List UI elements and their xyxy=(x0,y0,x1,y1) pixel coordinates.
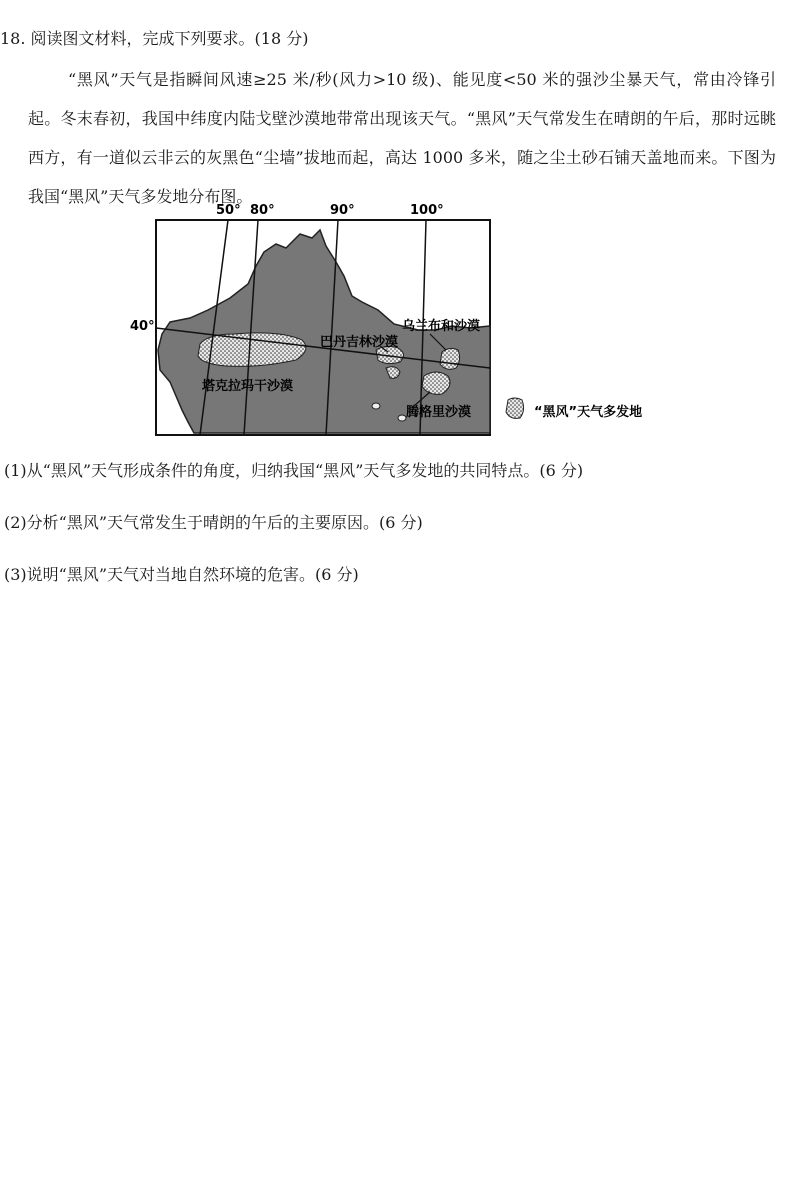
question-paragraph: “黑风”天气是指瞬间风速≥25 米/秒(风力>10 级)、能见度<50 米的强沙尘暴天气，常由冷锋引起。冬末春初，我国中纬度内陆戈壁沙漠地带常出现该天气。“黑风”天气常发生在晴朗的午后，那时远眺西方，有一道似云非云的灰黑色“尘墙”拔地而起，高达 1000 多米，随之尘土砂石铺天盖地而来。下图为我国“黑风”天气多发地分布图。 xyxy=(28,70,776,206)
tengger-label: 腾格里沙漠 xyxy=(406,405,472,420)
question-title: 18. 阅读图文材料，完成下列要求。(18 分) xyxy=(0,29,309,48)
taklamakan-label: 塔克拉玛干沙漠 xyxy=(202,379,294,394)
black-wind-map xyxy=(130,200,670,440)
longitude-label-80: 80° xyxy=(250,203,275,218)
ulan-buh-desert-area xyxy=(440,348,460,369)
longitude-label-100: 100° xyxy=(410,203,444,218)
badain-jaran-label: 巴丹吉林沙漠 xyxy=(320,335,399,350)
legend-swatch xyxy=(506,398,524,418)
sub-question-1: (1)从“黑风”天气形成条件的角度，归纳我国“黑风”天气多发地的共同特点。(6 分) xyxy=(4,461,584,480)
ulan-buh-label: 乌兰布和沙漠 xyxy=(402,319,481,334)
taklamakan-desert-area xyxy=(198,333,306,367)
small-desert-area xyxy=(398,415,406,421)
longitude-label-90: 90° xyxy=(330,203,355,218)
sub-question-3: (3)说明“黑风”天气对当地自然环境的危害。(6 分) xyxy=(4,565,359,584)
sub-question-2: (2)分析“黑风”天气常发生于晴朗的午后的主要原因。(6 分) xyxy=(4,513,423,532)
tengger-desert-area xyxy=(422,372,450,394)
legend-label: “黑风”天气多发地 xyxy=(534,405,643,420)
latitude-label-40: 40° xyxy=(130,319,155,334)
longitude-label-50: 50° xyxy=(216,203,241,218)
small-desert-area xyxy=(372,403,380,409)
